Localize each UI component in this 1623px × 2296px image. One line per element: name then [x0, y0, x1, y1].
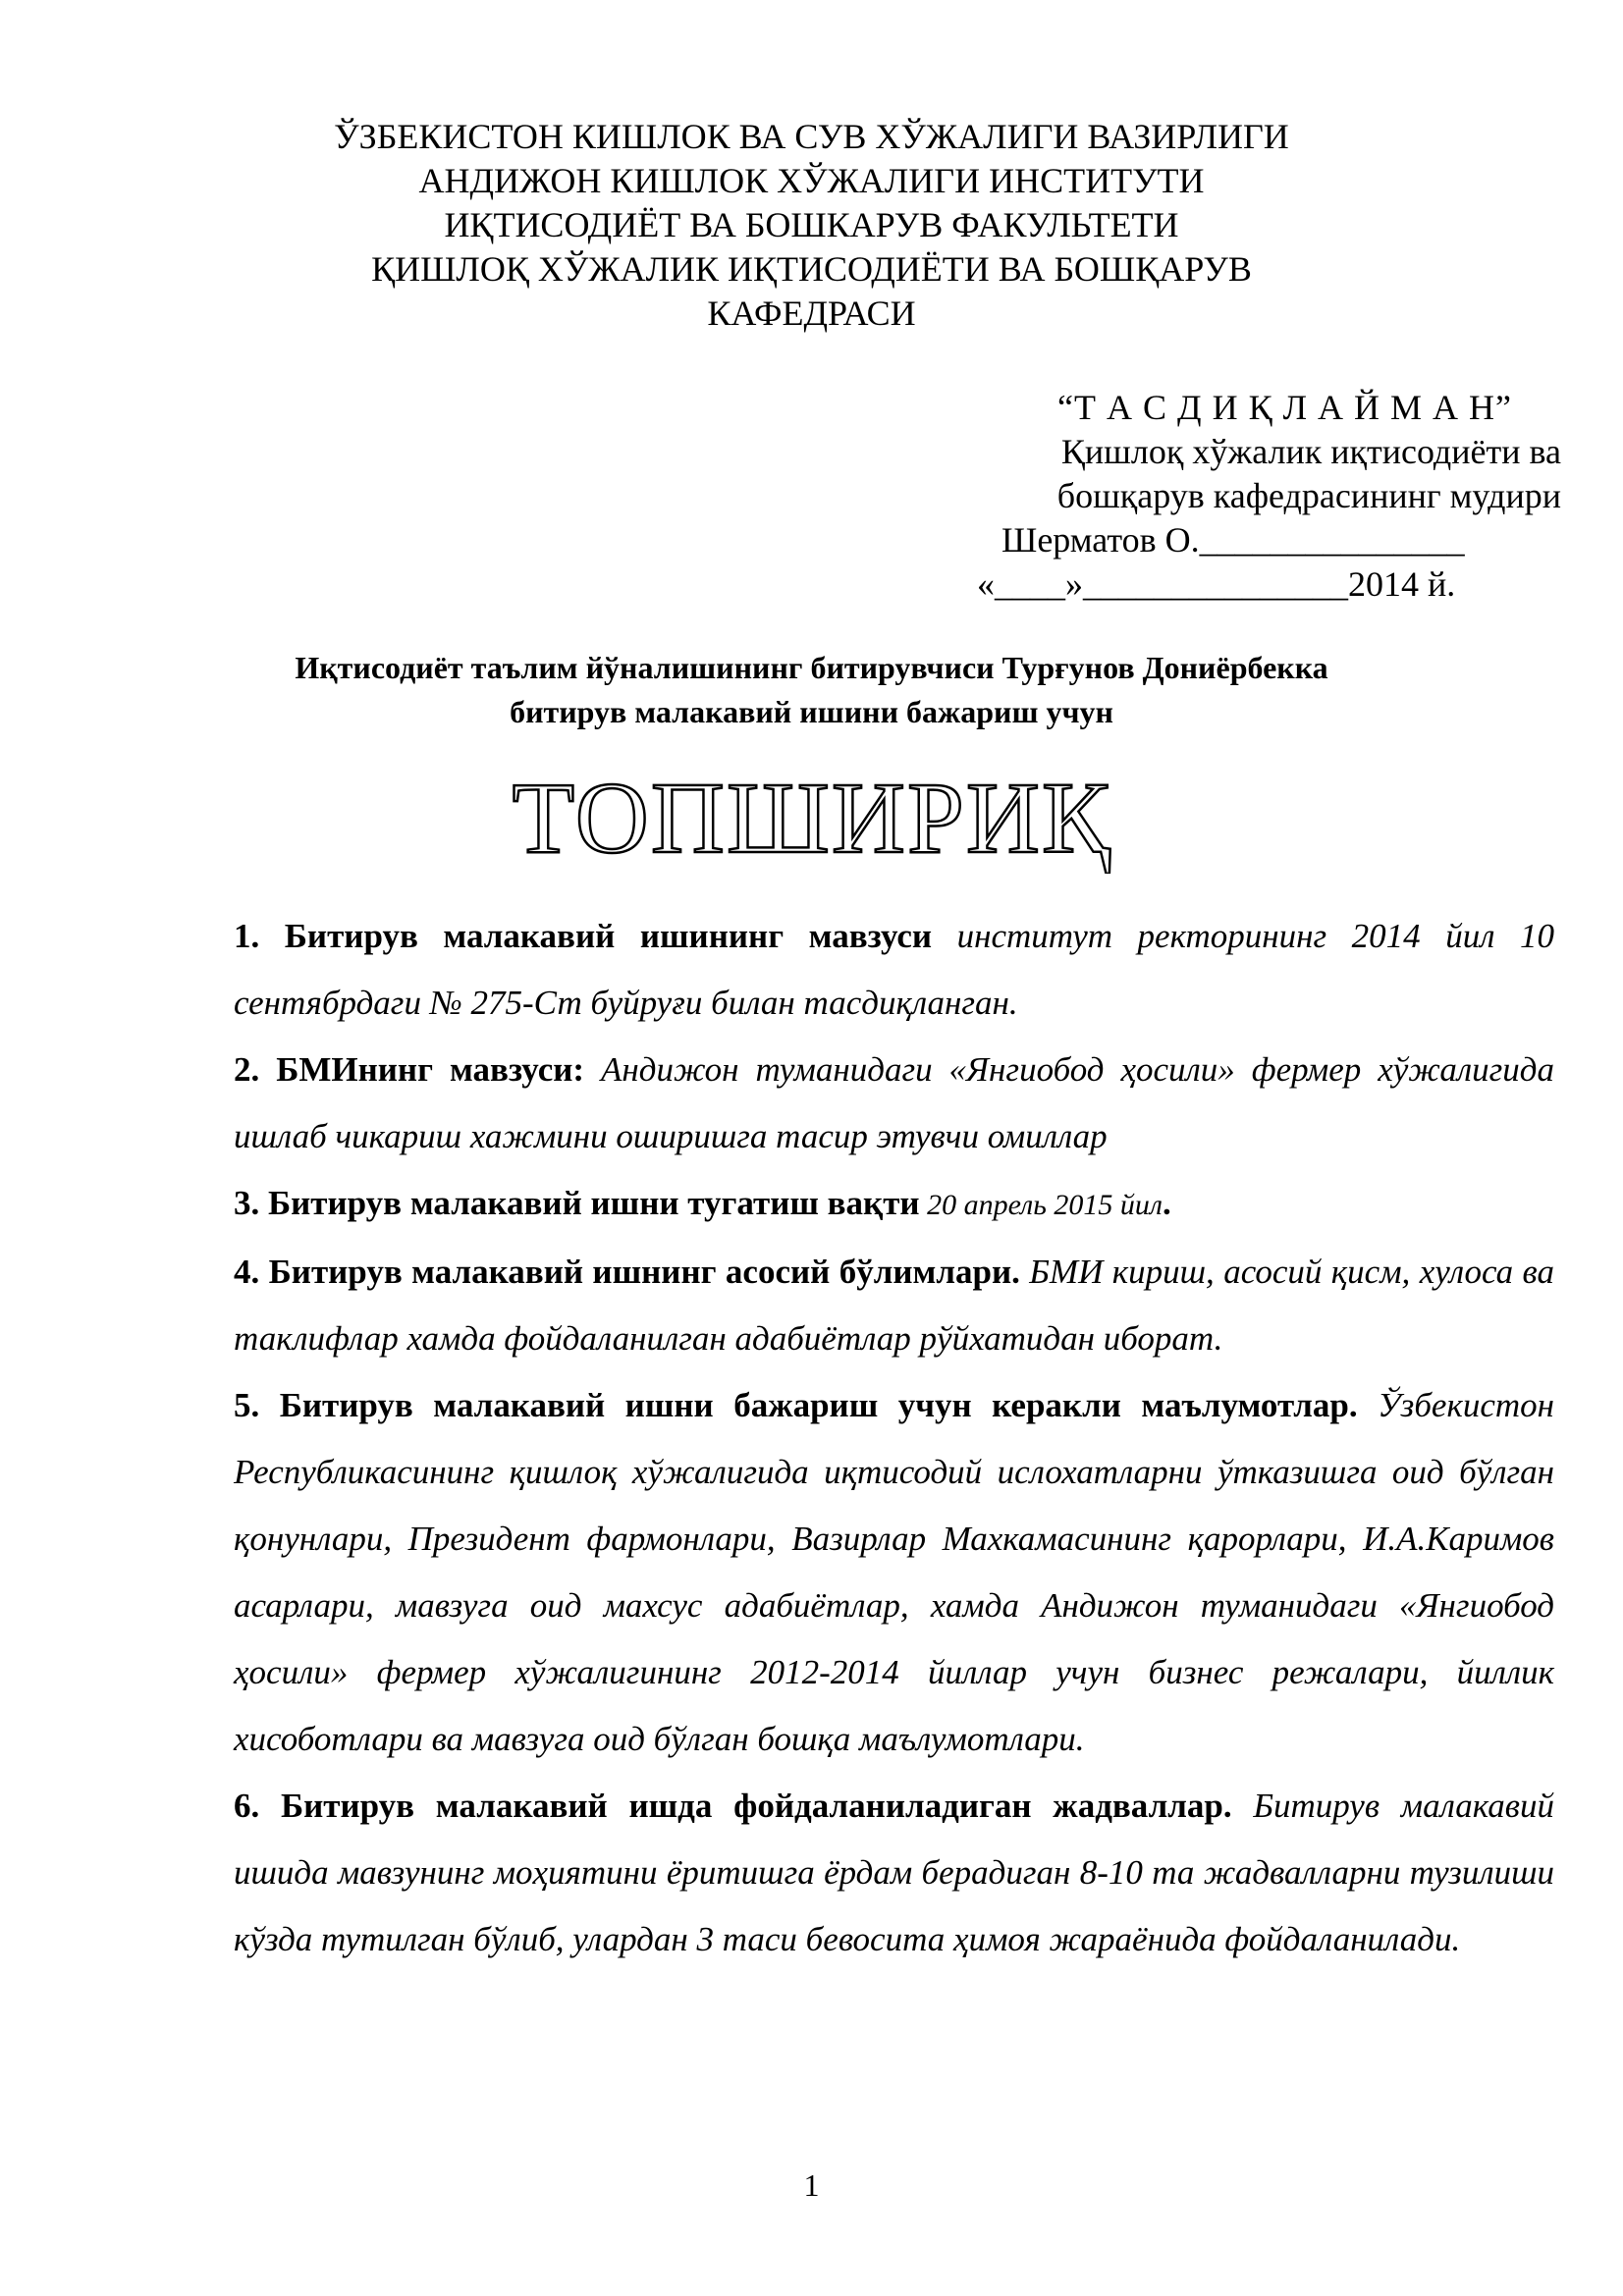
item-sections [234, 1239, 1554, 1372]
document-header [0, 115, 1623, 336]
approval-title: “Т А С Д И Қ Л А Й М А Н” [1057, 388, 1512, 427]
department-name-line1: ҚИШЛОҚ ХЎЖАЛИК ИҚТИСОДИЁТИ ВА БОШҚАРУВ [371, 249, 1252, 289]
approval-date-line: «____»_______________2014 й. [977, 564, 1456, 604]
approval-signature-line: Шерматов О._______________ [1001, 520, 1465, 560]
approval-position-line2: бошқарув кафедрасининг мудири [1056, 476, 1561, 515]
assignment-title [0, 766, 1623, 874]
item-tail: . [1162, 1184, 1171, 1222]
item-heading: 4. Битирув малакавий ишнинг асосий бўлимлари. [234, 1253, 1020, 1291]
assignment-items [234, 903, 1554, 1973]
item-materials [234, 1372, 1554, 1773]
faculty-name: ИҚТИСОДИЁТ ВА БОШКАРУВ ФАКУЛЬТЕТИ [444, 205, 1179, 244]
approval-block [933, 386, 1561, 607]
item-text: институт ректорининг 2014 йил 10 сентябрдаги № 275-Ст буйруғи билан тасдиқланган. [234, 917, 1554, 1022]
item-heading: 3. Битирув малакавий ишни тугатиш вақти [234, 1184, 920, 1222]
item-topic-approval [234, 903, 1554, 1037]
item-heading: 6. Битирув малакавий ишда фойдаланиладиган жадваллар. [234, 1787, 1232, 1825]
subtitle-line2: битирув малакавий ишини бажариш учун [510, 694, 1113, 729]
subtitle-line1: Иқтисодиёт таълим йўналишининг битирувчиси Турғунов Дониёрбекка [295, 650, 1328, 685]
item-heading: 2. БМИнинг мавзуси: [234, 1050, 585, 1089]
item-text: Андижон туманидаги «Янгиобод ҳосили» фермер хўжалигида ишлаб чикариш хажмини оширишга тасир этувчи омиллар [234, 1050, 1554, 1155]
item-text: БМИ кириш, асосий қисм, хулоса ва таклифлар хамда фойдаланилган адабиётлар рўйхатидан иборат. [234, 1253, 1554, 1358]
title-text: ТОПШИРИҚ [512, 766, 1111, 874]
item-topic [234, 1037, 1554, 1170]
institute-name: АНДИЖОН КИШЛОК ХЎЖАЛИГИ ИНСТИТУТИ [418, 161, 1205, 200]
item-tables [234, 1773, 1554, 1973]
item-heading: 1. Битирув малакавий ишининг мавзуси [234, 917, 933, 955]
item-heading: 5. Битирув малакавий ишни бажариш учун керакли маълумотлар. [234, 1386, 1358, 1424]
assignment-subtitle [0, 646, 1623, 734]
approval-position-line1: Қишлоқ хўжалик иқтисодиёти ва [1060, 432, 1561, 471]
item-text: 20 апрель 2015 йил [919, 1189, 1163, 1221]
item-text: Битирув малакавий ишида мавзунинг моҳиятини ёритишга ёрдам берадиган 8-10 та жадвалларни тузилиши кўзда тутилган бўлиб, улардан 3 таси бевосита ҳимоя жараёнида фойдаланилади. [234, 1787, 1554, 1958]
item-text: Ўзбекистон Республикасининг қишлоқ хўжалигида иқтисодий ислохатларни ўтказишга оид бўлган қонунлари, Президент фармонлари, Вазирлар Махкамасининг қарорлари, И.А.Каримов асарлари, мавзуга оид махсус адабиётлар, хамда Андижон туманидаги «Янгиобод ҳосили» фермер хўжалигининг 2012-2014 йиллар учун бизнес режалари, йиллик хисоботлари ва мавзуга оид бўлган бошқа маълумотлари. [234, 1386, 1555, 1758]
department-name-line2: КАФЕДРАСИ [707, 294, 916, 333]
item-deadline [234, 1170, 1554, 1239]
ministry-name: ЎЗБЕКИСТОН КИШЛОК ВА СУВ ХЎЖАЛИГИ ВАЗИРЛИГИ [334, 117, 1289, 156]
outlined-title-graphic [409, 766, 1215, 874]
page-number: 1 [803, 2167, 820, 2203]
